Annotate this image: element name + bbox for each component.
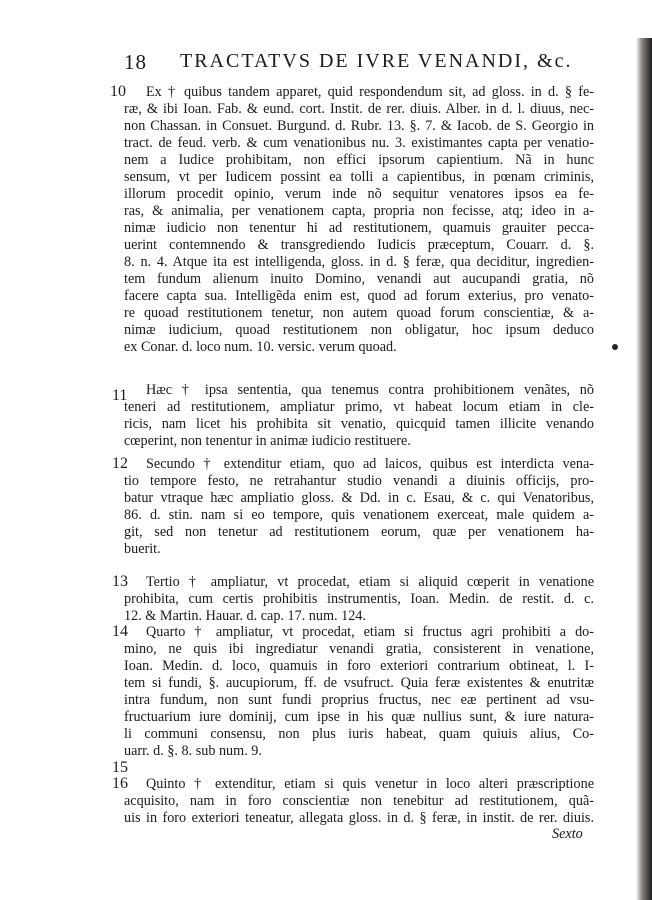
margin-number: 10	[110, 83, 126, 100]
text-line: illorum procedit opinio, verum inde nõ sequitur venatores ipsos ea fe-	[124, 186, 594, 202]
text-line: li communi consensu, non plus iuris habeat, quam quiuis alius, Co-	[124, 726, 594, 742]
text-line: teneri ad restitutionem, ampliatur primo, vt habeat locum etiam in cle-	[124, 399, 594, 415]
ink-spot	[612, 344, 618, 350]
text-line: Ioan. Medin. d. loco, quamuis in foro exteriori contrarium obtineat, l. I-	[124, 658, 594, 674]
text-line: tract. de feud. verb. & cum venationibus nu. 3. existimantes capta per venatio-	[124, 135, 594, 151]
catchword: Sexto	[552, 826, 583, 842]
margin-number: 12	[112, 455, 128, 472]
text-line: tio tempore festo, ne retrahantur studio venandi a diuinis officijs, pro-	[124, 473, 594, 489]
text-line: acquisito, nam in foro conscientiæ non tenebitur ad restitutionem, quã-	[124, 793, 594, 809]
text-line: 8. n. 4. Atque ita est intelligenda, gloss. in d. § feræ, qua deciditur, ingredien-	[124, 254, 594, 270]
page-header	[124, 46, 604, 78]
text-line: nem a Iudice prohibitam, non effici ipsorum capientium. Nã in hunc	[124, 152, 594, 168]
page-number: 18	[124, 50, 147, 74]
text-line: tem fundum alienum inuito Domino, venandi aut aucupandi gratia, nõ	[124, 271, 594, 287]
text-line: ras, & animalia, per venationem capta, propria non fecisse, atq; ideo in a-	[124, 203, 594, 219]
text-line: git, sed non tenetur ad restitutionem eorum, quæ per venationem ha-	[124, 524, 594, 540]
margin-number: 16	[112, 775, 128, 792]
text-line: Hæc † ipsa sententia, qua tenemus contra prohibitionem venãtes, nõ	[146, 382, 594, 398]
text-line: mino, ne quis ibi ingrediatur venandi gratia, consisterent in venatione,	[124, 641, 594, 657]
margin-number: 15	[112, 759, 128, 776]
binding-shadow	[636, 38, 652, 900]
text-line: uis in foro exteriori teneatur, allegata gloss. in d. § feræ, in instit. de rer. diuis.	[124, 810, 594, 826]
text-line: ræ, & ibi Ioan. Fab. & eund. cort. Instit. de rer. diuis. Alber. in d. l. diuus, nec-	[124, 101, 594, 117]
text-line: uarr. d. §. 8. sub num. 9.	[124, 743, 262, 759]
text-line: 12. & Martin. Hauar. d. cap. 17. num. 124.	[124, 608, 366, 624]
text-line: Secundo † extenditur etiam, quo ad laicos, quibus est interdicta vena-	[146, 456, 594, 472]
text-line: ricis, nam licet his prohibita sit venatio, quicquid tamen illicite venando	[124, 416, 594, 432]
text-line: batur vtraque hæc ampliatio gloss. & Dd. in c. Esau, & c. qui Venatoribus,	[124, 490, 594, 506]
text-line: cœperint, non tenentur in animæ iudicio restituere.	[124, 433, 411, 449]
text-line: prohibita, cum certis prohibitis instrumentis, Ioan. Medin. de restit. d. c.	[124, 591, 594, 607]
text-line: nimæ iudicium, quoad restitutionem non obligatur, hoc ipsum deduco	[124, 322, 594, 338]
text-line: non Chassan. in Consuet. Burgund. d. Rubr. 13. §. 7. & Iacob. de S. Georgio in	[124, 118, 594, 134]
text-line: Quarto † ampliatur, vt procedat, etiam si fructus agri prohibiti a do-	[146, 624, 594, 640]
text-line: nimæ iudicio non tenentur hi ad restitutionem, quamuis grauiter pecca-	[124, 220, 594, 236]
text-line: fructuarium iure dominij, cum ipse in his quæ nullius sunt, & iure natura-	[124, 709, 594, 725]
text-line: sensum, vt per Iudicem possint ea tolli a capientibus, in pœnam criminis,	[124, 169, 594, 185]
text-line: intra fundum, non sunt fundi proprius fructus, nec eæ pertinent ad vsu-	[124, 692, 594, 708]
text-line: Quinto † extenditur, etiam si quis venetur in loco alteri præscriptione	[146, 776, 594, 792]
margin-number: 11	[112, 387, 128, 404]
text-line: ex Conar. d. loco num. 10. versic. verum quoad.	[124, 339, 397, 355]
margin-number: 13	[112, 573, 128, 590]
text-line: tem si fundi, §. aucupiorum, ff. de vsufruct. Quia feræ existentes & enutritæ	[124, 675, 594, 691]
text-line: 86. d. stin. nam si eo tempore, quis venationem exerceat, male quidem a-	[124, 507, 594, 523]
text-line: re quoad restitutionem tenetur, non autem quoad forum conscientiæ, & a-	[124, 305, 594, 321]
text-line: facere capta sua. Intelligẽda enim est, quod ad forum exterius, pro venato-	[124, 288, 594, 304]
text-line: Ex † quibus tandem apparet, quid respondendum sit, ad gloss. in d. § fe-	[146, 84, 594, 100]
margin-number: 14	[112, 623, 128, 640]
text-line: Tertio † ampliatur, vt procedat, etiam si aliquid cœperit in venatione	[146, 574, 594, 590]
text-line: buerit.	[124, 541, 161, 557]
text-line: uerint contemnendo & transgrediendo Iudicis præceptum, Couarr. d. §.	[124, 237, 594, 253]
running-title: TRACTATVS DE IVRE VENANDI, &c.	[180, 50, 573, 72]
